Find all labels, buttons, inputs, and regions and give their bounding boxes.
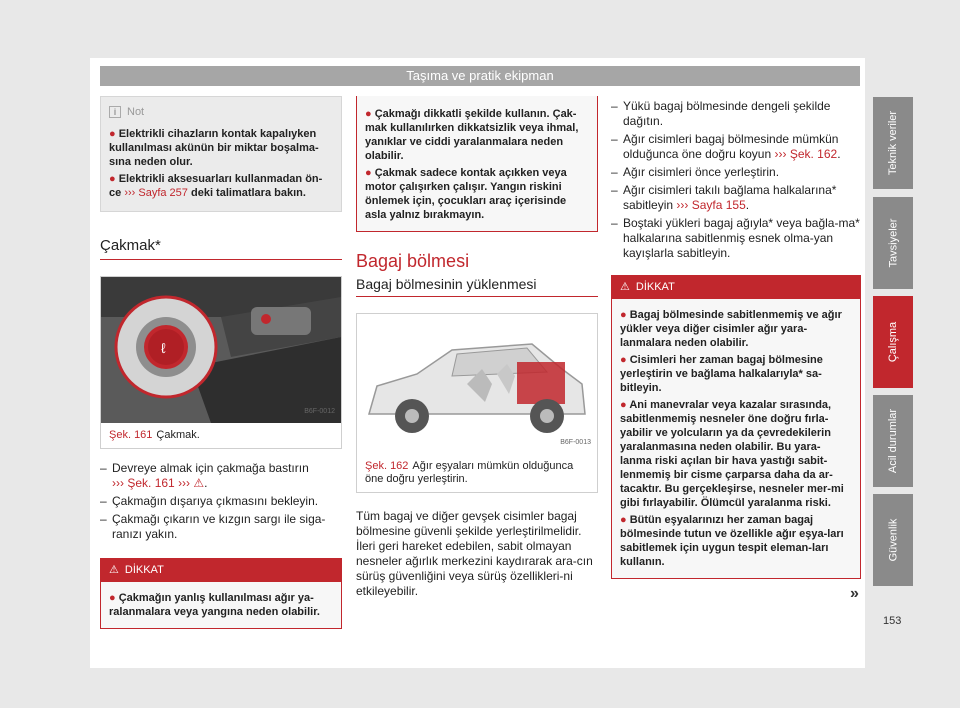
warning-box: ⚠ DİKKAT ● Çakmağın yanlış kullanılması ağır ya-ralanmalara veya yangına neden olabilir. (100, 558, 342, 629)
warning-item: ● Cisimleri her zaman bagaj bölmesine yerleştirin ve bağlama halkalarıyla* sa-bitleyin. (620, 354, 823, 394)
note-box (100, 96, 342, 212)
warning-item: ● Çakmak sadece kontak açıkken veya motor çalışırken çalışır. Yangın riskini önlemek için, çocukları araç içerisinde asla yalnız bırakmayın. (365, 167, 567, 221)
svg-text:ℓ: ℓ (161, 340, 166, 356)
bagaj-steps (611, 99, 861, 261)
warning-box: ⚠ DİKKAT ● Bagaj bölmesinde sabitlenmemiş ve ağır yükler veya diğer cisimler ağır yara-lanmalara neden olabilir. ● Cisimleri her zaman bagaj bölmesine yerleştirin ve bağlama halkalarıyla* sa-bitleyin. ● Ani manevralar veya kazalar sırasında, sabitlenmemiş nesneler öne doğru fırla-yabilir ve yolcuların ya da çevredekilerin yaralanmasına neden olabilir. Bu yara-lanma riski açılan bir hava yastığı sabit-lenmemiş bir cisme çarparsa daha da ar-tacaktır. Bu gerçekleşirse, nesneler mer-mi gibi fırlayabilir. Ölümcül yaralanma riski. ● Bütün eşyalarınızı her zaman bagaj bölmesinde tutun ve özellikle ağır eşya-ları sabitlemek için uygun tespit eleman-ları kullanın. (611, 275, 861, 579)
list-item: – Yükü bagaj bölmesinde dengeli şekilde dağıtın. (611, 99, 861, 129)
list-item: – Çakmağın dışarıya çıkmasını bekleyin. (100, 494, 342, 509)
list-item: – Ağır cisimleri önce yerleştirin. (611, 165, 861, 180)
continue-icon: » (850, 585, 859, 602)
tab-teknik-veriler[interactable]: Teknik veriler (873, 97, 913, 189)
section-heading-cakmak: Çakmak* (100, 238, 342, 260)
warning-icon: ⚠ (193, 476, 205, 490)
warning-box-continued (356, 96, 598, 232)
column-1 (100, 96, 342, 629)
list-item: – Devreye almak için çakmağa bastırın ››› Şek. 161 ››› ⚠. (100, 461, 342, 491)
column-3 (611, 96, 861, 579)
car-loading-illustration (357, 314, 597, 454)
tab-guvenlik[interactable]: Güvenlik (873, 494, 913, 586)
warning-item: ● Çakmağı dikkatli şekilde kullanın. Çak-mak kullanılırken dikkatsizlik veya ihmal, yanıklar ve ciddi yaralanmalara neden olabilir. (365, 108, 579, 162)
figure-161 (100, 276, 342, 449)
column-2 (356, 96, 598, 599)
page-link[interactable]: Sayfa 155 (691, 198, 746, 212)
tab-acil-durumlar[interactable]: Acil durumlar (873, 395, 913, 487)
warning-icon: ⚠ (620, 281, 630, 293)
figure-image (101, 277, 341, 423)
cakmak-steps (100, 461, 342, 542)
figure-code: B6F-0013 (560, 439, 591, 446)
figure-caption: Şek. 161 Çakmak. (109, 429, 200, 441)
list-item: – Ağır cisimleri bagaj bölmesinde mümkün olduğunca öne doğru koyun ››› Şek. 162. (611, 132, 861, 162)
figure-image (357, 314, 597, 454)
list-item: – Boştaki yükleri bagaj ağıyla* veya bağla-ma* halkalarına sabitlenmiş esnek olma-yan kayışlarla sabitleyin. (611, 216, 861, 261)
figure-link[interactable]: Şek. 161 (127, 476, 175, 490)
list-item: – Çakmağı çıkarın ve kızgın sargı ile siga-ranızı yakın. (100, 512, 342, 542)
tab-calisma[interactable]: Çalışma (873, 296, 913, 388)
body-text: Tüm bagaj ve diğer gevşek cisimler bagaj bölmesine güvenli şekilde yerleştirilmelidir. İleri geri hareket edebilen, sabit olmayan nesneler ağırlık merkezini kaydırarak ara-cın sürüş güvenliğini veya sürüş özellikleri-ni etkileyebilir. (356, 509, 593, 598)
subsection-heading: Bagaj bölmesinin yüklenmesi (356, 277, 598, 297)
section-heading-bagaj: Bagaj bölmesi (356, 251, 470, 271)
page-number: 153 (883, 615, 902, 627)
page-header: Taşıma ve pratik ekipman (100, 66, 860, 86)
note-item: ● Elektrikli aksesuarları kullanmadan ön-ce ››› Sayfa 257 deki talimatlara bakın. (109, 173, 323, 199)
info-icon: i (109, 106, 121, 118)
warning-item: ● Bütün eşyalarınızı her zaman bagaj bölmesinde tutun ve özellikle ağır eşya-ları sabitlemek için uygun tespit eleman-ları kullanın. (620, 514, 844, 568)
figure-caption: Şek. 162 Ağır eşyaları mümkün olduğunca öne doğru yerleştirin. (365, 460, 574, 485)
warning-item: ● Bagaj bölmesinde sabitlenmemiş ve ağır yükler veya diğer cisimler ağır yara-lanmalara neden olabilir. (620, 309, 842, 349)
figure-link[interactable]: Şek. 162 (789, 147, 838, 161)
page-link[interactable]: Sayfa 257 (138, 187, 188, 199)
figure-162 (356, 313, 598, 493)
figure-code: B6F-0012 (304, 408, 335, 415)
note-title: Not (127, 106, 145, 118)
note-item: ● Elektrikli cihazların kontak kapalıyken kullanılması akünün bir miktar boşalma-sına neden olur. (109, 128, 319, 168)
tab-tavsiyeler[interactable]: Tavsiyeler (873, 197, 913, 289)
warning-icon: ⚠ (109, 564, 119, 576)
list-item: – Ağır cisimleri takılı bağlama halkalarına* sabitleyin ››› Sayfa 155. (611, 183, 861, 213)
cigarette-lighter-illustration (101, 277, 341, 423)
warning-item: ● Ani manevralar veya kazalar sırasında, sabitlenmemiş nesneler öne doğru fırla-yabilir ve yolcuların ya da çevredekilerin yaralanmasına neden olabilir. Bu yara-lanma riski açılan bir hava yastığı sabit-lenmemiş bir cisme çarparsa daha da ar-tacaktır. Bu gerçekleşirse, nesneler mer-mi gibi fırlayabilir. Ölümcül yaralanma riski. (620, 399, 844, 509)
